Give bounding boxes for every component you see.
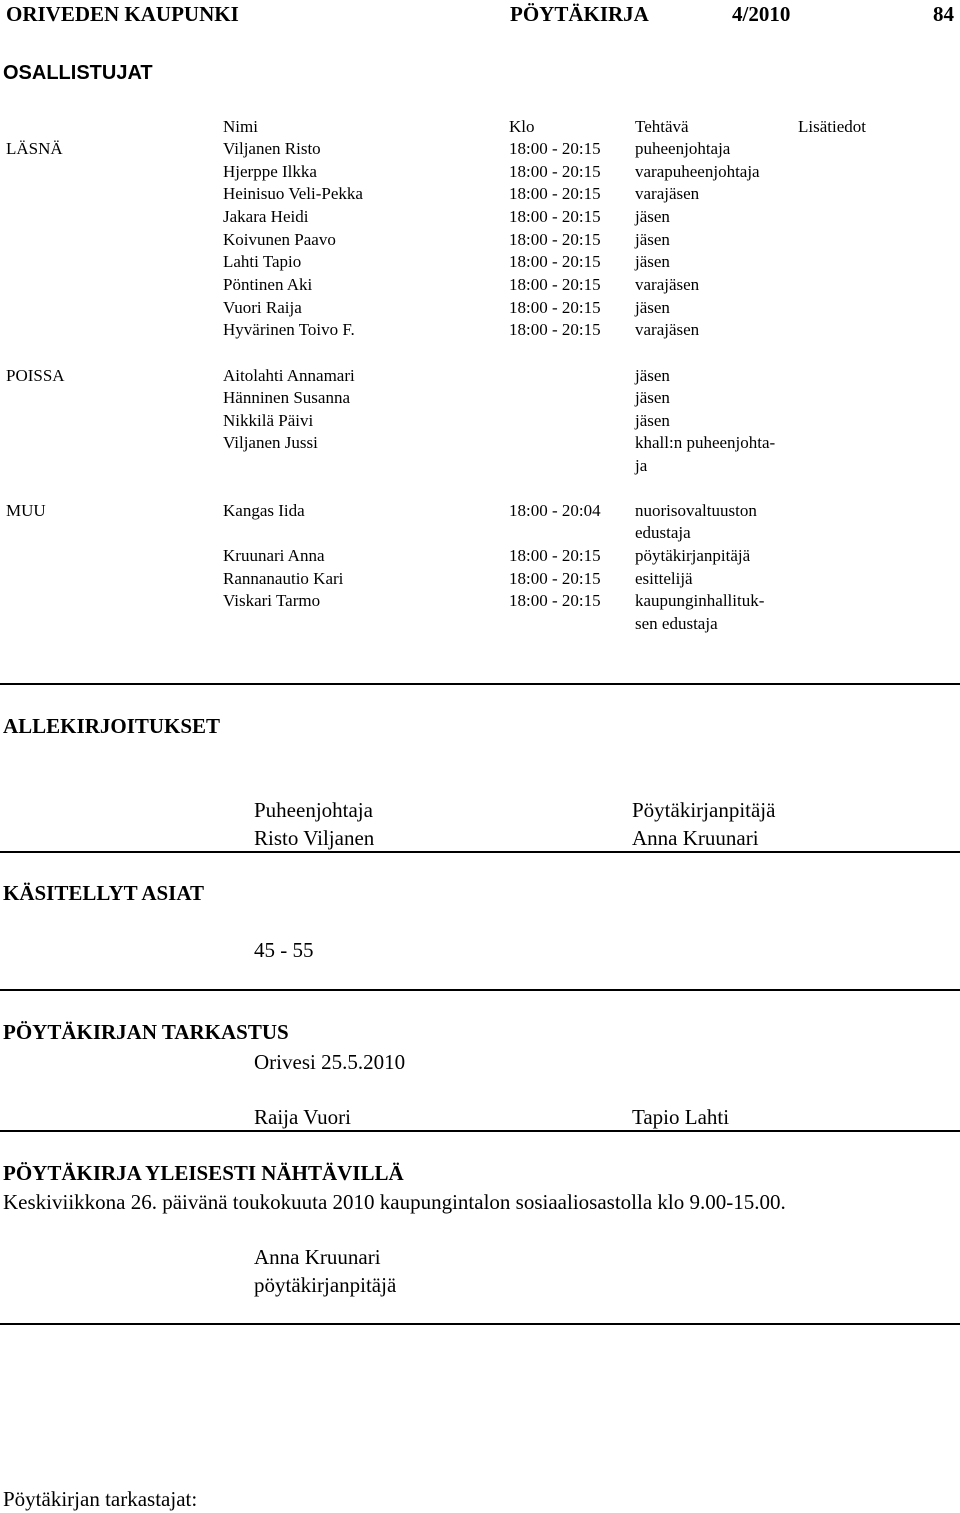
review-title: PÖYTÄKIRJAN TARKASTUS	[3, 1020, 289, 1044]
table-row-continuation	[0, 454, 960, 477]
participant-name: Rannanautio Kari	[223, 569, 344, 588]
participant-role: jäsen	[635, 207, 670, 226]
participant-role: varajäsen	[635, 275, 700, 294]
participant-name: Nikkilä Päivi	[223, 411, 314, 430]
participant-name: Lahti Tapio	[223, 252, 302, 271]
org-name: ORIVEDEN KAUPUNKI	[6, 2, 239, 26]
reviewer-2: Tapio Lahti	[632, 1105, 730, 1129]
group-label-present: LÄSNÄ	[6, 139, 63, 158]
chair-name: Risto Viljanen	[254, 826, 375, 850]
table-row-continuation	[0, 612, 960, 635]
items-title: KÄSITELLYT ASIAT	[3, 881, 204, 905]
table-row	[0, 250, 960, 273]
public-title: PÖYTÄKIRJA YLEISESTI NÄHTÄVILLÄ	[3, 1161, 404, 1185]
secretary-title: Pöytäkirjanpitäjä	[632, 798, 776, 822]
column-header-extra: Lisätiedot	[798, 117, 866, 136]
signatures-title: ALLEKIRJOITUKSET	[3, 714, 221, 738]
table-row	[0, 182, 960, 205]
participant-time: 18:00 - 20:15	[509, 139, 601, 158]
table-row	[0, 409, 960, 432]
participant-name: Pöntinen Aki	[223, 275, 313, 294]
public-text: Keskiviikkona 26. päivänä toukokuuta 2010 kaupungintalon sosiaaliosastolla klo 9.00-15.00.	[3, 1190, 786, 1214]
participant-role: varajäsen	[635, 184, 700, 203]
participants-title: OSALLISTUJAT	[3, 62, 153, 84]
section-divider	[0, 1130, 960, 1132]
participant-name: Jakara Heidi	[223, 207, 309, 226]
participant-name: Hyvärinen Toivo F.	[223, 320, 355, 339]
table-row	[0, 273, 960, 296]
participant-name: Viskari Tarmo	[223, 591, 321, 610]
participant-name: Hjerppe Ilkka	[223, 162, 317, 181]
items-range: 45 - 55	[254, 938, 314, 962]
participant-role: kaupunginhallituk-	[635, 591, 765, 610]
participant-name: Vuori Raija	[223, 298, 302, 317]
participant-time: 18:00 - 20:15	[509, 275, 601, 294]
participant-role: jäsen	[635, 366, 670, 385]
table-row	[0, 499, 960, 522]
secretary-name: Anna Kruunari	[632, 826, 759, 850]
participant-name: Kangas Iida	[223, 501, 305, 520]
participant-role-continuation: edustaja	[635, 523, 691, 542]
reviewer-1: Raija Vuori	[254, 1105, 351, 1129]
column-header-time: Klo	[509, 117, 535, 136]
group-label-absent: POISSA	[6, 366, 65, 385]
section-divider	[0, 989, 960, 991]
column-header-name: Nimi	[223, 117, 258, 136]
public-signer-name: Anna Kruunari	[254, 1245, 381, 1269]
table-row	[0, 589, 960, 612]
participant-time: 18:00 - 20:15	[509, 230, 601, 249]
participant-name: Heinisuo Veli-Pekka	[223, 184, 363, 203]
table-row	[0, 296, 960, 319]
column-header-role: Tehtävä	[635, 117, 689, 136]
participant-name: Viljanen Jussi	[223, 433, 318, 452]
participant-name: Koivunen Paavo	[223, 230, 336, 249]
participant-role: nuorisovaltuuston	[635, 501, 757, 520]
table-row	[0, 431, 960, 454]
participant-name: Kruunari Anna	[223, 546, 325, 565]
participant-time: 18:00 - 20:15	[509, 298, 601, 317]
participant-role: esittelijä	[635, 569, 693, 588]
participant-time: 18:00 - 20:15	[509, 569, 601, 588]
table-row	[0, 228, 960, 251]
table-row	[0, 544, 960, 567]
participant-role: pöytäkirjanpitäjä	[635, 546, 751, 565]
participant-role: varajäsen	[635, 320, 700, 339]
participant-role: jäsen	[635, 388, 670, 407]
group-label-other: MUU	[6, 501, 46, 520]
participant-role: jäsen	[635, 411, 670, 430]
participant-time: 18:00 - 20:04	[509, 501, 601, 520]
participant-name: Viljanen Risto	[223, 139, 321, 158]
table-row	[0, 386, 960, 409]
participant-time: 18:00 - 20:15	[509, 546, 601, 565]
participant-role: khall:n puheenjohta-	[635, 433, 776, 452]
section-divider	[0, 1323, 960, 1325]
participant-time: 18:00 - 20:15	[509, 184, 601, 203]
section-divider	[0, 683, 960, 685]
participant-name: Aitolahti Annamari	[223, 366, 355, 385]
participant-name: Hänninen Susanna	[223, 388, 351, 407]
participant-time: 18:00 - 20:15	[509, 162, 601, 181]
participant-role: puheenjohtaja	[635, 139, 731, 158]
public-signer-title: pöytäkirjanpitäjä	[254, 1273, 397, 1297]
participant-role: varapuheenjohtaja	[635, 162, 760, 181]
participant-role-continuation: ja	[635, 456, 648, 475]
chair-title: Puheenjohtaja	[254, 798, 373, 822]
table-header-row	[0, 115, 960, 138]
table-row	[0, 205, 960, 228]
review-place-date: Orivesi 25.5.2010	[254, 1050, 406, 1074]
participant-role: jäsen	[635, 298, 670, 317]
participant-time: 18:00 - 20:15	[509, 591, 601, 610]
doc-number: 4/2010	[732, 2, 791, 26]
page-number: 84	[933, 2, 954, 26]
reviewers-footer-label: Pöytäkirjan tarkastajat:	[3, 1487, 198, 1511]
table-row	[0, 318, 960, 341]
participant-role: jäsen	[635, 252, 670, 271]
participant-time: 18:00 - 20:15	[509, 252, 601, 271]
participant-time: 18:00 - 20:15	[509, 207, 601, 226]
participant-role-continuation: sen edustaja	[635, 614, 718, 633]
table-row	[0, 364, 960, 387]
table-row	[0, 137, 960, 160]
doc-type: PÖYTÄKIRJA	[510, 2, 649, 26]
table-row	[0, 160, 960, 183]
table-row-continuation	[0, 521, 960, 544]
section-divider	[0, 851, 960, 853]
participant-time: 18:00 - 20:15	[509, 320, 601, 339]
table-row	[0, 567, 960, 590]
participant-role: jäsen	[635, 230, 670, 249]
